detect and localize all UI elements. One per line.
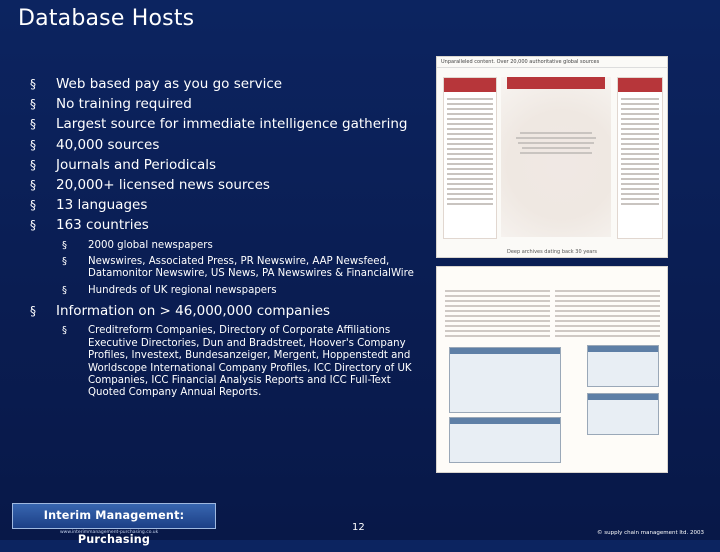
sub-bullet-item: § Hundreds of UK regional newspapers (62, 285, 430, 297)
bullet-list (30, 74, 430, 403)
slide-title: Database Hosts (18, 6, 195, 31)
panel-text-lines (618, 92, 662, 211)
bullet-item: § 13 languages (30, 195, 430, 215)
bullet-item: § 20,000+ licensed news sources (30, 175, 430, 195)
sub-bullet-list (56, 325, 430, 399)
panel-text-lines (501, 89, 611, 160)
screenshot-thumbnail (587, 345, 659, 387)
brochure-text-left (445, 287, 550, 340)
brochure-image-bottom (436, 266, 668, 473)
panel-header-bar (618, 78, 662, 92)
brochure-image-top (436, 56, 668, 258)
brochure-panel-left (443, 77, 497, 239)
company-logo: Interim Management: Purchasing (12, 503, 216, 529)
screenshot-thumbnail (449, 347, 561, 413)
screenshot-thumbnail (449, 417, 561, 463)
bullet-item: § Web based pay as you go service (30, 74, 430, 94)
brochure-text-right (555, 287, 660, 340)
screenshot-thumbnail (587, 393, 659, 435)
company-logo-url: www.interimmanagement-purchasing.co.uk (60, 530, 159, 535)
bullet-item-countries (30, 215, 430, 297)
sub-bullet-item: § Newswires, Associated Press, PR Newswire, AAP Newsfeed, Datamonitor Newswire, US News, PA Newswires & FinancialWire (62, 256, 430, 281)
bullet-item: § 40,000 sources (30, 135, 430, 155)
panel-header-bar (507, 77, 605, 89)
bullet-text: Information on > 46,000,000 companies (56, 303, 331, 320)
brochure-footer-text: Deep archives dating back 30 years (506, 249, 597, 255)
brochure-header-text: Unparalleled content. Over 20,000 authoritative global sources (437, 57, 667, 68)
bullet-item: § No training required (30, 94, 430, 114)
copyright-text: © supply chain management ltd. 2003 (597, 530, 705, 536)
sub-bullet-item: § Creditreform Companies, Directory of Corporate Affiliations Executive Directories, Dun and Bradstreet, Hoover's Company Profiles, Investext, Bundesanzeiger, Mergent, Hoppenstedt and Worldscope International Company Profiles, ICC Directory of UK Companies, ICC Financial Analysis Reports and ICC Full-Text Quoted Company Annual Reports. (62, 325, 430, 399)
bullet-text: 163 countries (56, 217, 149, 234)
bullet-item: § Journals and Periodicals (30, 155, 430, 175)
sub-bullet-item: § 2000 global newspapers (62, 240, 430, 252)
slide-number: 12 (352, 522, 365, 533)
brochure-panel-center (501, 77, 611, 237)
bullet-item: § Largest source for immediate intelligence gathering (30, 114, 430, 134)
brochure-panel-right (617, 77, 663, 239)
panel-header-bar (444, 78, 496, 92)
sub-bullet-list (56, 240, 430, 298)
panel-text-lines (444, 92, 496, 211)
bullet-item-information (30, 301, 430, 400)
